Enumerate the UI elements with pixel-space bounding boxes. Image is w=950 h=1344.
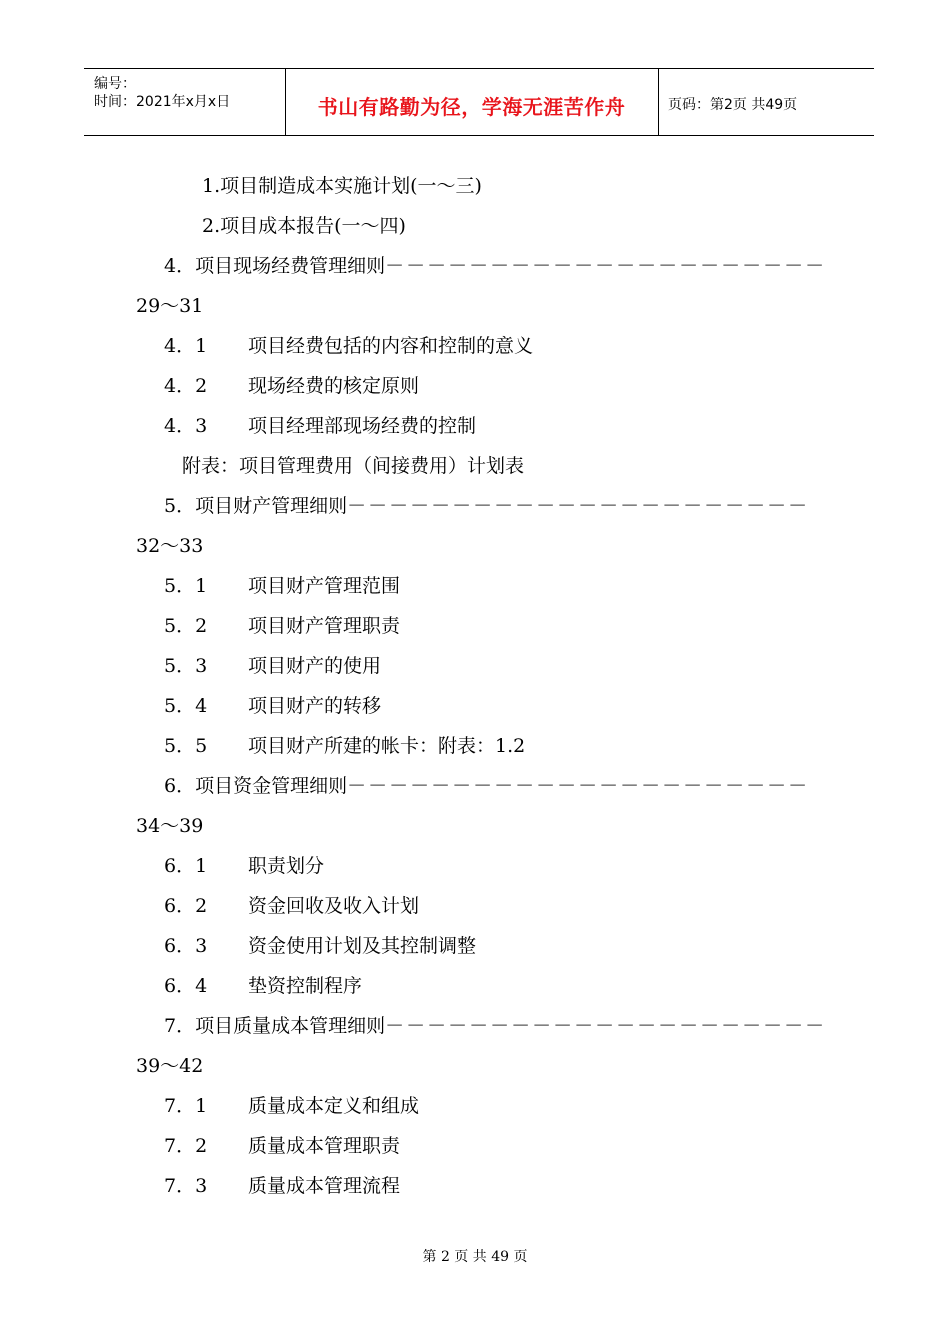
toc-item bbox=[164, 694, 381, 718]
toc-item bbox=[164, 414, 476, 438]
leader-dashes: －－－－－－－－－－－－－－－－－－－－－ bbox=[385, 255, 827, 277]
item-number: 4．1 bbox=[164, 335, 208, 357]
toc-item bbox=[164, 334, 533, 358]
item-text: 资金回收及收入计划 bbox=[248, 895, 420, 917]
item-text: 垫资控制程序 bbox=[248, 975, 363, 997]
item-number: 7．1 bbox=[164, 1095, 208, 1117]
toc-chapter-4 bbox=[164, 254, 826, 278]
toc-item bbox=[164, 974, 362, 998]
item-text: 资金使用计划及其控制调整 bbox=[248, 935, 477, 957]
toc-item bbox=[164, 934, 476, 958]
item-text: 项目财产的使用 bbox=[248, 655, 382, 677]
leader-dashes: －－－－－－－－－－－－－－－－－－－－－ bbox=[385, 1015, 827, 1037]
chapter-title: 4．项目现场经费管理细则 bbox=[164, 255, 386, 277]
item-text: 质量成本管理流程 bbox=[248, 1175, 401, 1197]
toc-chapter-6 bbox=[164, 774, 809, 798]
toc-item bbox=[164, 1094, 419, 1118]
item-text: 现场经费的核定原则 bbox=[248, 375, 420, 397]
item-text: 项目财产管理范围 bbox=[248, 575, 401, 597]
toc-item bbox=[164, 374, 419, 398]
item-text: 项目经费包括的内容和控制的意义 bbox=[248, 335, 534, 357]
chapter-title: 6．项目资金管理细则 bbox=[164, 775, 348, 797]
toc-note: 附表：项目管理费用（间接费用）计划表 bbox=[182, 455, 525, 477]
item-number: 7．3 bbox=[164, 1175, 208, 1197]
header-meta-cell bbox=[84, 69, 286, 135]
item-text: 项目财产的转移 bbox=[248, 695, 382, 717]
page-info: 页码：第2页 共49页 bbox=[668, 97, 798, 113]
item-text: 职责划分 bbox=[248, 855, 325, 877]
item-number: 5．2 bbox=[164, 615, 208, 637]
item-number: 6．2 bbox=[164, 895, 208, 917]
toc-chapter-5-range: 32～33 bbox=[136, 535, 204, 557]
chapter-title: 5．项目财产管理细则 bbox=[164, 495, 348, 517]
item-text: 项目财产管理职责 bbox=[248, 615, 401, 637]
toc-item bbox=[164, 1174, 400, 1198]
item-number: 7．2 bbox=[164, 1135, 208, 1157]
item-text: 质量成本定义和组成 bbox=[248, 1095, 420, 1117]
toc-chapter-6-range: 34～39 bbox=[136, 815, 204, 837]
item-text: 质量成本管理职责 bbox=[248, 1135, 401, 1157]
header-motto-cell bbox=[285, 69, 659, 135]
toc-chapter-4-range: 29～31 bbox=[136, 295, 204, 317]
time-label: 时间：2021年x月x日 bbox=[94, 94, 231, 110]
toc-sub-1: 1.项目制造成本实施计划(一～三) bbox=[202, 175, 482, 197]
item-text: 项目经理部现场经费的控制 bbox=[248, 415, 477, 437]
item-number: 5．4 bbox=[164, 695, 208, 717]
page-footer: 第 2 页 共 49 页 bbox=[422, 1249, 528, 1265]
item-number: 5．1 bbox=[164, 575, 208, 597]
toc-item bbox=[164, 734, 525, 758]
toc-sub-2: 2.项目成本报告(一～四) bbox=[202, 215, 406, 237]
toc-item bbox=[164, 1134, 400, 1158]
toc-chapter-5 bbox=[164, 494, 809, 518]
item-text: 项目财产所建的帐卡：附表：1.2 bbox=[248, 735, 526, 757]
toc-chapter-7 bbox=[164, 1014, 826, 1038]
toc-item bbox=[164, 854, 324, 878]
item-number: 5．5 bbox=[164, 735, 208, 757]
toc-item bbox=[164, 654, 381, 678]
item-number: 5．3 bbox=[164, 655, 208, 677]
item-number: 6．4 bbox=[164, 975, 208, 997]
item-number: 6．3 bbox=[164, 935, 208, 957]
item-number: 4．2 bbox=[164, 375, 208, 397]
toc-item bbox=[164, 894, 419, 918]
header-page-cell bbox=[658, 69, 874, 135]
item-number: 4．3 bbox=[164, 415, 208, 437]
item-number: 6．1 bbox=[164, 855, 208, 877]
toc-item bbox=[164, 574, 400, 598]
motto-text: 书山有路勤为径，学海无涯苦作舟 bbox=[317, 95, 626, 119]
page-header bbox=[84, 68, 874, 136]
toc-item bbox=[164, 614, 400, 638]
toc-chapter-7-range: 39～42 bbox=[136, 1055, 204, 1077]
chapter-title: 7．项目质量成本管理细则 bbox=[164, 1015, 386, 1037]
serial-label: 编号： bbox=[94, 76, 136, 92]
leader-dashes: －－－－－－－－－－－－－－－－－－－－－－ bbox=[347, 775, 810, 797]
leader-dashes: －－－－－－－－－－－－－－－－－－－－－－ bbox=[347, 495, 810, 517]
